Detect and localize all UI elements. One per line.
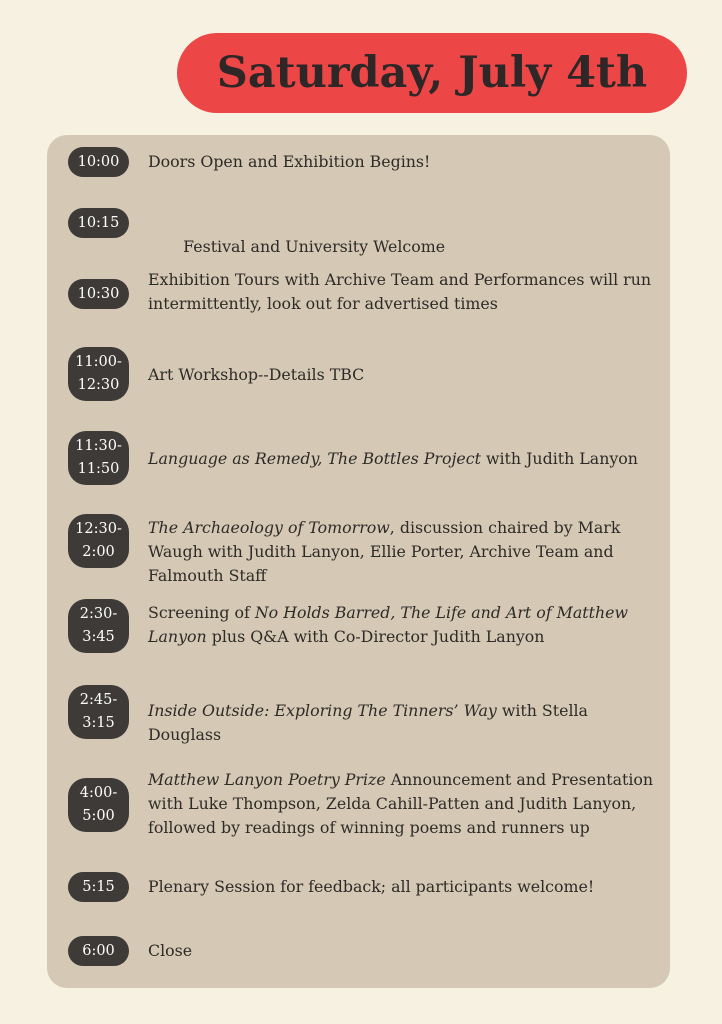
event-text: Festival and University Welcome xyxy=(178,237,446,256)
time-badge: 4:00- 5:00 xyxy=(68,778,129,832)
event-description xyxy=(148,150,663,174)
event-description xyxy=(148,768,663,840)
event-text: Screening of xyxy=(148,603,255,622)
event-text: Exhibition Tours with Archive Team and Performances will run intermittently, look out for advertised times xyxy=(148,270,652,313)
event-description xyxy=(148,699,663,747)
event-description xyxy=(148,447,663,471)
time-badge: 2:45- 3:15 xyxy=(68,685,129,739)
time-badge: 10:30 xyxy=(68,279,129,309)
time-badge: 10:15 xyxy=(68,208,129,238)
event-description xyxy=(148,363,663,387)
event-description xyxy=(148,601,663,649)
event-description xyxy=(148,268,663,316)
event-text: with Stella Douglass xyxy=(148,701,588,744)
time-badge: 5:15 xyxy=(68,872,129,902)
schedule-panel xyxy=(47,135,670,988)
time-badge: 2:30- 3:45 xyxy=(68,599,129,653)
event-title: The Archaeology of Tomorrow xyxy=(148,518,390,537)
event-title: Inside Outside: Exploring The Tinners’ Way xyxy=(148,701,497,720)
event-title: Matthew Lanyon Poetry Prize xyxy=(148,770,386,789)
event-description xyxy=(148,516,663,588)
event-text: , discussion chaired by Mark Waugh with Judith Lanyon, Ellie Porter, Archive Team and Falmouth Staff xyxy=(148,518,621,585)
time-badge: 11:00- 12:30 xyxy=(68,347,129,401)
page-title: Saturday, July 4th xyxy=(216,48,648,98)
event-text: Doors Open and Exhibition Begins! xyxy=(148,152,431,171)
time-badge: 12:30- 2:00 xyxy=(68,514,129,568)
event-text: Announcement and Presentation with Luke Thompson, Zelda Cahill-Patten and Judith Lanyon, followed by readings of winning poems and runners up xyxy=(148,770,654,837)
event-text: Close xyxy=(148,941,193,960)
event-text: Plenary Session for feedback; all participants welcome! xyxy=(148,877,595,896)
time-badge: 6:00 xyxy=(68,936,129,966)
event-title: No Holds Barred, The Life and Art of Matthew Lanyon xyxy=(148,603,629,646)
event-text: Art Workshop--Details TBC xyxy=(148,365,365,384)
event-title: Language as Remedy, The Bottles Project xyxy=(148,449,481,468)
title-banner xyxy=(177,33,687,113)
event-description xyxy=(148,939,663,963)
event-text: with Judith Lanyon xyxy=(480,449,638,468)
event-description xyxy=(148,875,663,899)
time-badge: 11:30- 11:50 xyxy=(68,431,129,485)
event-text: plus Q&A with Co-Director Judith Lanyon xyxy=(206,627,545,646)
time-badge: 10:00 xyxy=(68,147,129,177)
